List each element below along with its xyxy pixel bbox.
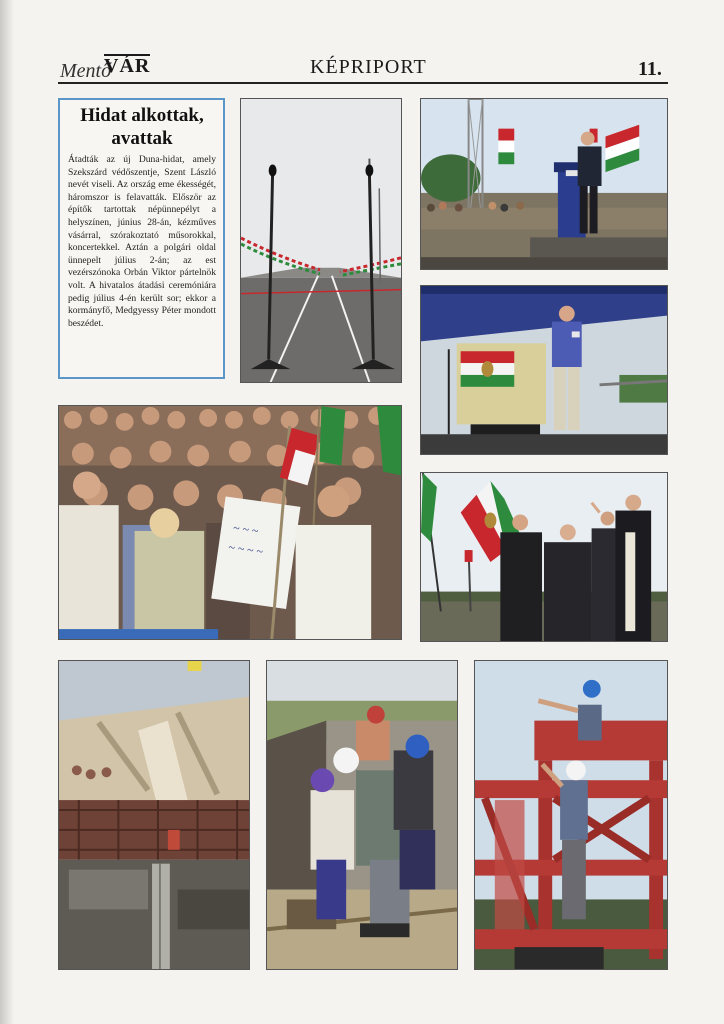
header-rule [58,82,668,84]
speaker-podium-flags-photo [420,98,668,270]
logo-caps-text: VÁR [104,55,151,77]
article-box [58,98,225,379]
section-title: KÉPRIPORT [310,56,427,78]
page-binding-shadow [0,0,14,1024]
clergy-blessing-photo [420,472,668,642]
bridge-construction-photo [58,660,250,970]
article-title: Hidat alkottak, avattak [80,105,204,149]
stage-speaker-photo [420,285,668,455]
svg-text:~ ~ ~: ~ ~ ~ [232,520,260,538]
logo-script-text: Mentő [60,60,112,82]
magazine-logo [60,50,151,84]
page-number: 11. [638,58,662,80]
crowd-celebration-photo [58,405,402,640]
red-steel-workers-photo [474,660,668,970]
svg-text:~ ~ ~ ~: ~ ~ ~ ~ [227,539,264,559]
workers-welding-photo [266,660,458,970]
article-body: Átadták az új Duna-hidat, amely Szekszárd védőszentje, Szent László nevét viseli. Az ország eme ékességét, háromszor is felavatták. Először az építők tartottak népünnepélyt a helyszínen, június 28-án, kézműves vásárral, szórakoztató műsorokkal, koncertekkel. Aztán a polgári oldal ünnepelt július 2-án; az est vezérszónoka Orbán Viktor pártelnök volt. A hivatalos átadási ceremóniára pedig július 4-én került sor; ekkor a kormányfő, Medgyessy Péter mondott beszédet. [68,154,216,329]
bridge-deck-ribbon-photo [240,98,402,383]
